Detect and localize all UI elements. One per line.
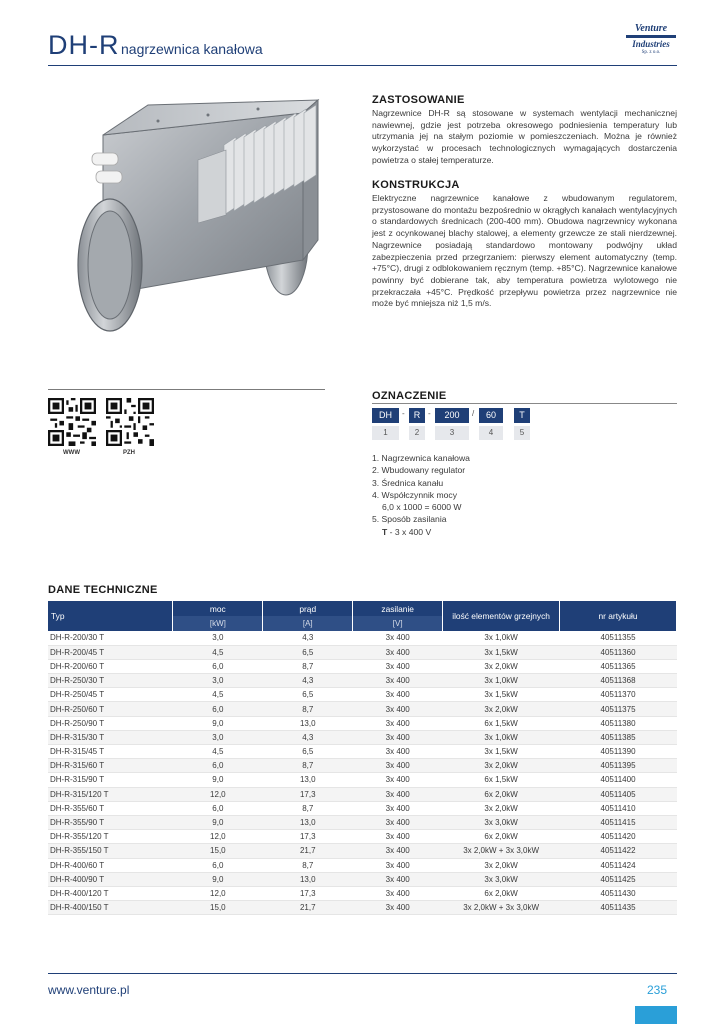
table-cell: 3x 400 bbox=[353, 702, 443, 716]
company-logo bbox=[624, 24, 678, 64]
unit-a: [A] bbox=[263, 616, 353, 631]
table-cell: 6,0 bbox=[173, 659, 263, 673]
table-cell: 9,0 bbox=[173, 716, 263, 730]
table-cell: 40511410 bbox=[560, 801, 677, 815]
product-image bbox=[48, 95, 338, 350]
table-cell: 40511415 bbox=[560, 815, 677, 829]
table-cell: 3,0 bbox=[173, 730, 263, 744]
col-header-moc: moc bbox=[173, 601, 263, 616]
col-header-typ: Typ bbox=[48, 601, 173, 631]
oznaczenie-legend bbox=[372, 452, 470, 538]
table-cell: 8,7 bbox=[263, 659, 353, 673]
table-row bbox=[48, 886, 677, 900]
technical-data-table bbox=[48, 601, 677, 915]
table-row bbox=[48, 759, 677, 773]
table-cell: 3x 400 bbox=[353, 886, 443, 900]
table-cell: 3,0 bbox=[173, 674, 263, 688]
table-cell: 17,3 bbox=[263, 787, 353, 801]
table-cell: 6x 1,5kW bbox=[443, 773, 560, 787]
table-cell: DH-R-315/60 T bbox=[48, 759, 173, 773]
table-row bbox=[48, 815, 677, 829]
table-cell: 6,0 bbox=[173, 858, 263, 872]
table-cell: 3x 400 bbox=[353, 745, 443, 759]
table-cell: 6x 2,0kW bbox=[443, 787, 560, 801]
table-cell: DH-R-315/30 T bbox=[48, 730, 173, 744]
code-part-supply: T bbox=[514, 408, 530, 423]
table-row bbox=[48, 688, 677, 702]
table-cell: 8,7 bbox=[263, 801, 353, 815]
legend-item-detail: 6,0 x 1000 = 6000 W bbox=[382, 502, 462, 513]
page-title: DH-R bbox=[48, 30, 120, 60]
table-cell: DH-R-250/90 T bbox=[48, 716, 173, 730]
table-cell: 6,5 bbox=[263, 645, 353, 659]
table-cell: 3x 400 bbox=[353, 716, 443, 730]
qr-label-www: WWW bbox=[63, 450, 80, 456]
table-cell: 3x 400 bbox=[353, 787, 443, 801]
table-cell: 40511375 bbox=[560, 702, 677, 716]
table-cell: 3x 400 bbox=[353, 858, 443, 872]
code-number: 3 bbox=[435, 426, 469, 440]
table-row bbox=[48, 858, 677, 872]
section-heading-konstrukcja: KONSTRUKCJA bbox=[372, 179, 460, 191]
footer-divider bbox=[48, 973, 677, 974]
table-cell: 3x 2,0kW + 3x 3,0kW bbox=[443, 844, 560, 858]
table-cell: 4,5 bbox=[173, 645, 263, 659]
table-cell: DH-R-400/120 T bbox=[48, 886, 173, 900]
table-cell: 21,7 bbox=[263, 901, 353, 915]
col-header-zasilanie: zasilanie bbox=[353, 601, 443, 616]
table-cell: 6,0 bbox=[173, 801, 263, 815]
table-cell: 6x 2,0kW bbox=[443, 830, 560, 844]
logo-bar bbox=[626, 35, 676, 38]
table-cell: 40511400 bbox=[560, 773, 677, 787]
table-cell: 17,3 bbox=[263, 830, 353, 844]
table-cell: 3x 400 bbox=[353, 645, 443, 659]
table-cell: 3x 2,0kW bbox=[443, 759, 560, 773]
table-cell: 40511422 bbox=[560, 844, 677, 858]
code-part-regulator: R bbox=[409, 408, 425, 423]
code-number: 2 bbox=[409, 426, 425, 440]
col-header-artykul: nr artykułu bbox=[560, 601, 677, 631]
table-row bbox=[48, 745, 677, 759]
footer-url[interactable]: www.venture.pl bbox=[48, 983, 130, 997]
unit-v: [V] bbox=[353, 616, 443, 631]
qr-label-pzh: PZH bbox=[123, 450, 135, 456]
table-cell: 12,0 bbox=[173, 886, 263, 900]
table-cell: 12,0 bbox=[173, 787, 263, 801]
table-cell: 6x 1,5kW bbox=[443, 716, 560, 730]
table-cell: 3x 3,0kW bbox=[443, 815, 560, 829]
table-cell: 15,0 bbox=[173, 844, 263, 858]
table-cell: 3x 400 bbox=[353, 801, 443, 815]
table-cell: 4,5 bbox=[173, 745, 263, 759]
table-cell: 40511405 bbox=[560, 787, 677, 801]
page-tab-marker bbox=[635, 1006, 677, 1024]
table-cell: DH-R-250/45 T bbox=[48, 688, 173, 702]
table-cell: 3x 1,0kW bbox=[443, 674, 560, 688]
table-cell: 3x 2,0kW bbox=[443, 702, 560, 716]
table-cell: DH-R-400/90 T bbox=[48, 872, 173, 886]
table-row bbox=[48, 773, 677, 787]
legend-item: 2. Wbudowany regulator bbox=[372, 465, 466, 476]
table-cell: 4,3 bbox=[263, 674, 353, 688]
section-heading-zastosowanie: ZASTOSOWANIE bbox=[372, 94, 465, 106]
table-cell: 3x 1,0kW bbox=[443, 631, 560, 645]
table-cell: 3x 400 bbox=[353, 901, 443, 915]
table-cell: DH-R-355/90 T bbox=[48, 815, 173, 829]
table-cell: DH-R-355/60 T bbox=[48, 801, 173, 815]
code-number: 1 bbox=[372, 426, 399, 440]
table-cell: DH-R-355/150 T bbox=[48, 844, 173, 858]
table-cell: 3x 3,0kW bbox=[443, 872, 560, 886]
table-row bbox=[48, 901, 677, 915]
table-cell: DH-R-250/30 T bbox=[48, 674, 173, 688]
table-cell: 12,0 bbox=[173, 830, 263, 844]
table-cell: DH-R-315/45 T bbox=[48, 745, 173, 759]
table-cell: 40511395 bbox=[560, 759, 677, 773]
qr-code-pzh bbox=[106, 398, 154, 446]
table-cell: DH-R-200/45 T bbox=[48, 645, 173, 659]
table-cell: 13,0 bbox=[263, 872, 353, 886]
logo-line1: Venture bbox=[634, 23, 668, 34]
code-separator: / bbox=[472, 409, 475, 418]
code-separator: - bbox=[402, 409, 405, 418]
table-row bbox=[48, 716, 677, 730]
table-cell: DH-R-315/120 T bbox=[48, 787, 173, 801]
table-cell: 3x 400 bbox=[353, 674, 443, 688]
table-row bbox=[48, 702, 677, 716]
col-header-prad: prąd bbox=[263, 601, 353, 616]
table-cell: 21,7 bbox=[263, 844, 353, 858]
table-cell: 3x 2,0kW bbox=[443, 858, 560, 872]
legend-item: 4. Współczynnik mocy bbox=[372, 489, 458, 500]
table-cell: 9,0 bbox=[173, 872, 263, 886]
code-part-power: 60 bbox=[479, 408, 503, 423]
table-row bbox=[48, 872, 677, 886]
section-heading-oznaczenie: OZNACZENIE bbox=[372, 390, 447, 402]
table-cell: 40511430 bbox=[560, 886, 677, 900]
table-cell: 6,5 bbox=[263, 745, 353, 759]
code-part-type: DH bbox=[372, 408, 399, 423]
table-row bbox=[48, 844, 677, 858]
table-cell: 40511365 bbox=[560, 659, 677, 673]
table-cell: 8,7 bbox=[263, 702, 353, 716]
page-subtitle: nagrzewnica kanałowa bbox=[121, 41, 263, 57]
table-cell: 3x 1,5kW bbox=[443, 688, 560, 702]
logo-line3: Sp. z o.o. bbox=[641, 50, 661, 55]
table-cell: 3x 400 bbox=[353, 730, 443, 744]
table-cell: 13,0 bbox=[263, 773, 353, 787]
code-number: 5 bbox=[514, 426, 530, 440]
col-header-elementy: ilość elementów grzejnych bbox=[443, 601, 560, 631]
table-cell: 3x 400 bbox=[353, 631, 443, 645]
zastosowanie-text: Nagrzewnice DH-R są stosowane w systemach wentylacji mechanicznej nawiewnej, gdzie jest potrzeba okresowego podniesienia temperatury lub utrzymania jej na stałym poziomie w pomieszczeniach. Można je również wykorzystać w procesach technologicznych wymagających dostarczenia powietrza o stałej temperaturze. bbox=[372, 108, 677, 165]
table-cell: 3x 400 bbox=[353, 759, 443, 773]
table-cell: 13,0 bbox=[263, 815, 353, 829]
table-row bbox=[48, 830, 677, 844]
table-cell: DH-R-200/30 T bbox=[48, 631, 173, 645]
supply-code: T bbox=[382, 526, 388, 537]
table-cell: 40511355 bbox=[560, 631, 677, 645]
table-cell: 13,0 bbox=[263, 716, 353, 730]
table-cell: 40511425 bbox=[560, 872, 677, 886]
header-divider bbox=[48, 65, 677, 66]
unit-kw: [kW] bbox=[173, 616, 263, 631]
supply-detail: - 3 x 400 V bbox=[387, 526, 432, 537]
konstrukcja-text: Elektryczne nagrzewnice kanałowe z wbudowanym regulatorem, przystosowane do montażu bezpośrednio w okrągłych kanałach wentylacyjnych o standardowych średnicach (200-400 mm). Obudowa nagrzewnicy wykonana jest z ocynkowanej blachy stalowej, a elementy grzewcze ze stali nierdzewnej. Nagrzewnice posiadają standardowo montowany podwójny układ zabezpieczenia przed przegrzaniem: pierwszy element automatyczny (temp. +75°C), drugi z odblokowaniem ręcznym (temp. +85°C). Nagrzewnice kanałowe powinny być dobierane tak, aby temperatura powietrza wylotowego nie przekraczała +45°C. Prędkość przepływu powietrza przez nagrzewnice nie może być mniejsza niż 1,5 m/s. bbox=[372, 193, 677, 309]
table-row bbox=[48, 645, 677, 659]
code-number: 4 bbox=[479, 426, 503, 440]
table-cell: DH-R-315/90 T bbox=[48, 773, 173, 787]
table-cell: 40511435 bbox=[560, 901, 677, 915]
table-cell: 3x 1,5kW bbox=[443, 645, 560, 659]
table-cell: 40511390 bbox=[560, 745, 677, 759]
table-row bbox=[48, 631, 677, 645]
oznaczenie-divider bbox=[372, 403, 677, 404]
table-row bbox=[48, 787, 677, 801]
table-cell: 3x 400 bbox=[353, 872, 443, 886]
logo-line2: Industries bbox=[632, 39, 670, 49]
table-cell: 17,3 bbox=[263, 886, 353, 900]
table-cell: 9,0 bbox=[173, 815, 263, 829]
table-cell: 3x 2,0kW bbox=[443, 659, 560, 673]
table-cell: DH-R-200/60 T bbox=[48, 659, 173, 673]
table-cell: 3x 400 bbox=[353, 773, 443, 787]
table-cell: 6,5 bbox=[263, 688, 353, 702]
table-cell: 9,0 bbox=[173, 773, 263, 787]
qr-code-www bbox=[48, 398, 96, 446]
table-cell: 3x 2,0kW + 3x 3,0kW bbox=[443, 901, 560, 915]
table-row bbox=[48, 659, 677, 673]
table-cell: 4,3 bbox=[263, 730, 353, 744]
table-body bbox=[48, 631, 677, 915]
table-cell: 3x 1,5kW bbox=[443, 745, 560, 759]
legend-item: 3. Średnica kanału bbox=[372, 477, 444, 488]
table-row bbox=[48, 674, 677, 688]
table-cell: 8,7 bbox=[263, 858, 353, 872]
table-cell: 6,0 bbox=[173, 759, 263, 773]
page-number: 235 bbox=[646, 983, 667, 997]
table-cell: 3x 400 bbox=[353, 830, 443, 844]
table-cell: 40511420 bbox=[560, 830, 677, 844]
table-cell: 40511424 bbox=[560, 858, 677, 872]
table-row bbox=[48, 730, 677, 744]
table-cell: 3x 400 bbox=[353, 688, 443, 702]
section-heading-dane: DANE TECHNICZNE bbox=[48, 584, 158, 596]
table-cell: 4,5 bbox=[173, 688, 263, 702]
table-cell: DH-R-400/150 T bbox=[48, 901, 173, 915]
table-cell: 4,3 bbox=[263, 631, 353, 645]
table-cell: DH-R-400/60 T bbox=[48, 858, 173, 872]
table-cell: 40511368 bbox=[560, 674, 677, 688]
table-cell: 40511360 bbox=[560, 645, 677, 659]
table-cell: 3x 400 bbox=[353, 815, 443, 829]
legend-item: 1. Nagrzewnica kanałowa bbox=[372, 453, 470, 463]
legend-item-detail bbox=[372, 526, 470, 538]
table-cell: 3x 400 bbox=[353, 659, 443, 673]
table-row bbox=[48, 801, 677, 815]
table-cell: 40511370 bbox=[560, 688, 677, 702]
table-cell: 3x 2,0kW bbox=[443, 801, 560, 815]
table-cell: DH-R-250/60 T bbox=[48, 702, 173, 716]
table-cell: 15,0 bbox=[173, 901, 263, 915]
table-cell: DH-R-355/120 T bbox=[48, 830, 173, 844]
table-cell: 8,7 bbox=[263, 759, 353, 773]
table-cell: 3,0 bbox=[173, 631, 263, 645]
table-cell: 6x 2,0kW bbox=[443, 886, 560, 900]
table-cell: 6,0 bbox=[173, 702, 263, 716]
table-cell: 40511385 bbox=[560, 730, 677, 744]
legend-item: 5. Sposób zasilania bbox=[372, 514, 447, 525]
table-cell: 3x 400 bbox=[353, 844, 443, 858]
code-separator: - bbox=[428, 409, 431, 418]
code-part-diameter: 200 bbox=[435, 408, 469, 423]
table-cell: 40511380 bbox=[560, 716, 677, 730]
table-cell: 3x 1,0kW bbox=[443, 730, 560, 744]
divider-left bbox=[48, 389, 325, 390]
